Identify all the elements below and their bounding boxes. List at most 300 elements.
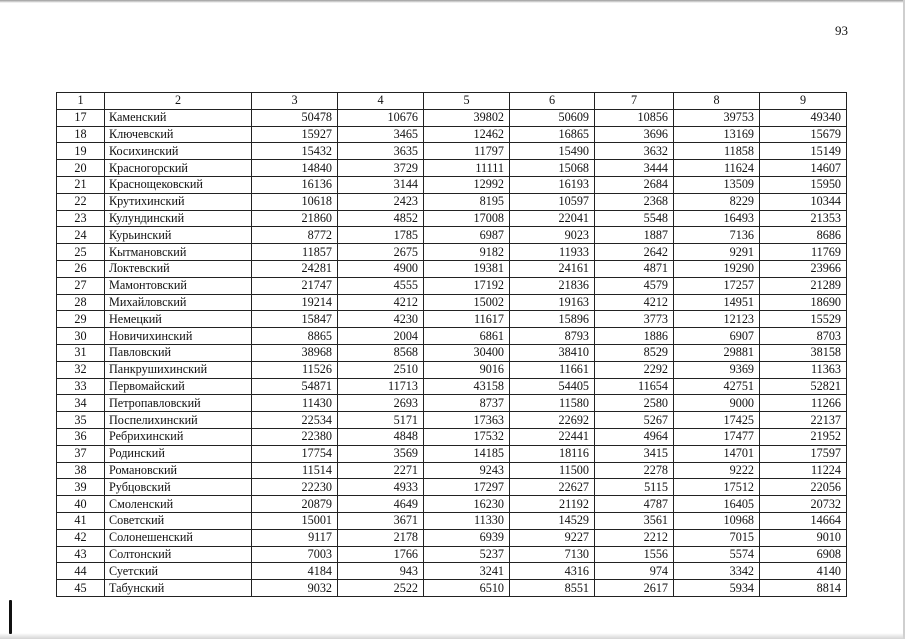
header-cell: 1 bbox=[57, 93, 105, 110]
table-row bbox=[57, 294, 847, 311]
value-cell: 9032 bbox=[252, 580, 338, 597]
value-cell: 15847 bbox=[252, 311, 338, 328]
table-row bbox=[57, 563, 847, 580]
district-name-cell: Павловский bbox=[105, 344, 252, 361]
district-name-cell: Петропавловский bbox=[105, 395, 252, 412]
value-cell: 11769 bbox=[760, 244, 847, 261]
row-number-cell: 42 bbox=[57, 529, 105, 546]
value-cell: 2675 bbox=[338, 244, 424, 261]
value-cell: 16493 bbox=[674, 210, 760, 227]
value-cell: 22534 bbox=[252, 412, 338, 429]
value-cell: 13509 bbox=[674, 176, 760, 193]
row-number-cell: 34 bbox=[57, 395, 105, 412]
row-number-cell: 36 bbox=[57, 428, 105, 445]
value-cell: 38410 bbox=[510, 344, 595, 361]
value-cell: 3635 bbox=[338, 143, 424, 160]
table-row bbox=[57, 160, 847, 177]
row-number-cell: 18 bbox=[57, 126, 105, 143]
value-cell: 17754 bbox=[252, 445, 338, 462]
value-cell: 21836 bbox=[510, 277, 595, 294]
value-cell: 10344 bbox=[760, 193, 847, 210]
value-cell: 9291 bbox=[674, 244, 760, 261]
value-cell: 3144 bbox=[338, 176, 424, 193]
value-cell: 12992 bbox=[424, 176, 510, 193]
value-cell: 4140 bbox=[760, 563, 847, 580]
value-cell: 49340 bbox=[760, 109, 847, 126]
value-cell: 5267 bbox=[595, 412, 674, 429]
value-cell: 6510 bbox=[424, 580, 510, 597]
value-cell: 10856 bbox=[595, 109, 674, 126]
value-cell: 15068 bbox=[510, 160, 595, 177]
value-cell: 24281 bbox=[252, 260, 338, 277]
value-cell: 9000 bbox=[674, 395, 760, 412]
value-cell: 11661 bbox=[510, 361, 595, 378]
row-number-cell: 24 bbox=[57, 227, 105, 244]
value-cell: 15679 bbox=[760, 126, 847, 143]
value-cell: 8865 bbox=[252, 328, 338, 345]
value-cell: 22230 bbox=[252, 479, 338, 496]
value-cell: 11797 bbox=[424, 143, 510, 160]
row-number-cell: 40 bbox=[57, 496, 105, 513]
value-cell: 42751 bbox=[674, 378, 760, 395]
row-number-cell: 20 bbox=[57, 160, 105, 177]
value-cell: 22692 bbox=[510, 412, 595, 429]
value-cell: 2278 bbox=[595, 462, 674, 479]
value-cell: 11857 bbox=[252, 244, 338, 261]
value-cell: 19381 bbox=[424, 260, 510, 277]
value-cell: 43158 bbox=[424, 378, 510, 395]
table-row bbox=[57, 328, 847, 345]
district-name-cell: Мамонтовский bbox=[105, 277, 252, 294]
value-cell: 9023 bbox=[510, 227, 595, 244]
value-cell: 16193 bbox=[510, 176, 595, 193]
district-name-cell: Солтонский bbox=[105, 546, 252, 563]
value-cell: 2693 bbox=[338, 395, 424, 412]
value-cell: 9222 bbox=[674, 462, 760, 479]
value-cell: 11111 bbox=[424, 160, 510, 177]
data-table bbox=[56, 92, 847, 597]
row-number-cell: 30 bbox=[57, 328, 105, 345]
value-cell: 1785 bbox=[338, 227, 424, 244]
value-cell: 7003 bbox=[252, 546, 338, 563]
value-cell: 17363 bbox=[424, 412, 510, 429]
value-cell: 6907 bbox=[674, 328, 760, 345]
row-number-cell: 29 bbox=[57, 311, 105, 328]
value-cell: 4316 bbox=[510, 563, 595, 580]
header-cell: 5 bbox=[424, 93, 510, 110]
table-header-row bbox=[57, 93, 847, 110]
value-cell: 50478 bbox=[252, 109, 338, 126]
value-cell: 3342 bbox=[674, 563, 760, 580]
value-cell: 11266 bbox=[760, 395, 847, 412]
table-row bbox=[57, 109, 847, 126]
value-cell: 3444 bbox=[595, 160, 674, 177]
value-cell: 14529 bbox=[510, 512, 595, 529]
value-cell: 21860 bbox=[252, 210, 338, 227]
value-cell: 10597 bbox=[510, 193, 595, 210]
district-name-cell: Романовский bbox=[105, 462, 252, 479]
value-cell: 17008 bbox=[424, 210, 510, 227]
row-number-cell: 19 bbox=[57, 143, 105, 160]
value-cell: 22441 bbox=[510, 428, 595, 445]
value-cell: 14951 bbox=[674, 294, 760, 311]
district-name-cell: Каменский bbox=[105, 109, 252, 126]
header-cell: 4 bbox=[338, 93, 424, 110]
value-cell: 15001 bbox=[252, 512, 338, 529]
value-cell: 38968 bbox=[252, 344, 338, 361]
district-name-cell: Первомайский bbox=[105, 378, 252, 395]
value-cell: 2368 bbox=[595, 193, 674, 210]
value-cell: 2292 bbox=[595, 361, 674, 378]
value-cell: 21289 bbox=[760, 277, 847, 294]
district-name-cell: Советский bbox=[105, 512, 252, 529]
value-cell: 11624 bbox=[674, 160, 760, 177]
value-cell: 30400 bbox=[424, 344, 510, 361]
value-cell: 1886 bbox=[595, 328, 674, 345]
row-number-cell: 45 bbox=[57, 580, 105, 597]
value-cell: 9010 bbox=[760, 529, 847, 546]
value-cell: 11500 bbox=[510, 462, 595, 479]
table-row bbox=[57, 143, 847, 160]
row-number-cell: 35 bbox=[57, 412, 105, 429]
district-name-cell: Кулундинский bbox=[105, 210, 252, 227]
value-cell: 4212 bbox=[338, 294, 424, 311]
value-cell: 16136 bbox=[252, 176, 338, 193]
value-cell: 4900 bbox=[338, 260, 424, 277]
value-cell: 5548 bbox=[595, 210, 674, 227]
value-cell: 14664 bbox=[760, 512, 847, 529]
value-cell: 54871 bbox=[252, 378, 338, 395]
value-cell: 3729 bbox=[338, 160, 424, 177]
value-cell: 4230 bbox=[338, 311, 424, 328]
table-row bbox=[57, 428, 847, 445]
value-cell: 24161 bbox=[510, 260, 595, 277]
value-cell: 2510 bbox=[338, 361, 424, 378]
value-cell: 15896 bbox=[510, 311, 595, 328]
value-cell: 7136 bbox=[674, 227, 760, 244]
header-cell: 8 bbox=[674, 93, 760, 110]
value-cell: 16230 bbox=[424, 496, 510, 513]
table-row bbox=[57, 529, 847, 546]
district-name-cell: Смоленский bbox=[105, 496, 252, 513]
table-row bbox=[57, 479, 847, 496]
value-cell: 5171 bbox=[338, 412, 424, 429]
value-cell: 52821 bbox=[760, 378, 847, 395]
table-row bbox=[57, 412, 847, 429]
value-cell: 3415 bbox=[595, 445, 674, 462]
district-name-cell: Рубцовский bbox=[105, 479, 252, 496]
row-number-cell: 39 bbox=[57, 479, 105, 496]
value-cell: 5237 bbox=[424, 546, 510, 563]
value-cell: 11430 bbox=[252, 395, 338, 412]
value-cell: 22041 bbox=[510, 210, 595, 227]
table-row bbox=[57, 378, 847, 395]
value-cell: 5934 bbox=[674, 580, 760, 597]
row-number-cell: 17 bbox=[57, 109, 105, 126]
district-name-cell: Косихинский bbox=[105, 143, 252, 160]
district-name-cell: Красногорский bbox=[105, 160, 252, 177]
district-name-cell: Суетский bbox=[105, 563, 252, 580]
value-cell: 14607 bbox=[760, 160, 847, 177]
value-cell: 9016 bbox=[424, 361, 510, 378]
table-row bbox=[57, 210, 847, 227]
value-cell: 8737 bbox=[424, 395, 510, 412]
district-name-cell: Крутихинский bbox=[105, 193, 252, 210]
value-cell: 11526 bbox=[252, 361, 338, 378]
row-number-cell: 31 bbox=[57, 344, 105, 361]
value-cell: 4871 bbox=[595, 260, 674, 277]
value-cell: 10968 bbox=[674, 512, 760, 529]
value-cell: 17532 bbox=[424, 428, 510, 445]
value-cell: 20732 bbox=[760, 496, 847, 513]
value-cell: 4933 bbox=[338, 479, 424, 496]
value-cell: 8814 bbox=[760, 580, 847, 597]
value-cell: 17257 bbox=[674, 277, 760, 294]
value-cell: 54405 bbox=[510, 378, 595, 395]
value-cell: 22056 bbox=[760, 479, 847, 496]
row-number-cell: 44 bbox=[57, 563, 105, 580]
value-cell: 17597 bbox=[760, 445, 847, 462]
table-row bbox=[57, 176, 847, 193]
margin-mark bbox=[9, 600, 12, 634]
value-cell: 4184 bbox=[252, 563, 338, 580]
value-cell: 5574 bbox=[674, 546, 760, 563]
table-row bbox=[57, 445, 847, 462]
value-cell: 22627 bbox=[510, 479, 595, 496]
header-cell: 6 bbox=[510, 93, 595, 110]
value-cell: 11617 bbox=[424, 311, 510, 328]
value-cell: 23966 bbox=[760, 260, 847, 277]
value-cell: 11858 bbox=[674, 143, 760, 160]
value-cell: 11933 bbox=[510, 244, 595, 261]
table-row bbox=[57, 462, 847, 479]
value-cell: 8793 bbox=[510, 328, 595, 345]
value-cell: 18690 bbox=[760, 294, 847, 311]
value-cell: 4579 bbox=[595, 277, 674, 294]
value-cell: 14185 bbox=[424, 445, 510, 462]
value-cell: 2271 bbox=[338, 462, 424, 479]
value-cell: 38158 bbox=[760, 344, 847, 361]
row-number-cell: 26 bbox=[57, 260, 105, 277]
value-cell: 9243 bbox=[424, 462, 510, 479]
district-name-cell: Немецкий bbox=[105, 311, 252, 328]
value-cell: 16405 bbox=[674, 496, 760, 513]
page-number: 93 bbox=[835, 23, 848, 38]
value-cell: 4848 bbox=[338, 428, 424, 445]
table-row bbox=[57, 260, 847, 277]
district-name-cell: Панкрушихинский bbox=[105, 361, 252, 378]
value-cell: 7015 bbox=[674, 529, 760, 546]
row-number-cell: 33 bbox=[57, 378, 105, 395]
value-cell: 17425 bbox=[674, 412, 760, 429]
value-cell: 16865 bbox=[510, 126, 595, 143]
value-cell: 3632 bbox=[595, 143, 674, 160]
table-row bbox=[57, 126, 847, 143]
row-number-cell: 22 bbox=[57, 193, 105, 210]
value-cell: 17512 bbox=[674, 479, 760, 496]
value-cell: 7130 bbox=[510, 546, 595, 563]
district-name-cell: Кытмановский bbox=[105, 244, 252, 261]
district-name-cell: Краснощековский bbox=[105, 176, 252, 193]
value-cell: 3671 bbox=[338, 512, 424, 529]
row-number-cell: 23 bbox=[57, 210, 105, 227]
value-cell: 15149 bbox=[760, 143, 847, 160]
table-row bbox=[57, 193, 847, 210]
value-cell: 11363 bbox=[760, 361, 847, 378]
header-cell: 9 bbox=[760, 93, 847, 110]
row-number-cell: 27 bbox=[57, 277, 105, 294]
value-cell: 8195 bbox=[424, 193, 510, 210]
value-cell: 2004 bbox=[338, 328, 424, 345]
value-cell: 6908 bbox=[760, 546, 847, 563]
value-cell: 9369 bbox=[674, 361, 760, 378]
value-cell: 1556 bbox=[595, 546, 674, 563]
row-number-cell: 32 bbox=[57, 361, 105, 378]
table-row bbox=[57, 546, 847, 563]
value-cell: 22380 bbox=[252, 428, 338, 445]
value-cell: 4787 bbox=[595, 496, 674, 513]
district-name-cell: Ключевский bbox=[105, 126, 252, 143]
value-cell: 15927 bbox=[252, 126, 338, 143]
value-cell: 11713 bbox=[338, 378, 424, 395]
value-cell: 8772 bbox=[252, 227, 338, 244]
district-name-cell: Локтевский bbox=[105, 260, 252, 277]
value-cell: 1766 bbox=[338, 546, 424, 563]
value-cell: 13169 bbox=[674, 126, 760, 143]
value-cell: 11654 bbox=[595, 378, 674, 395]
value-cell: 12462 bbox=[424, 126, 510, 143]
table-row bbox=[57, 496, 847, 513]
value-cell: 2684 bbox=[595, 176, 674, 193]
header-cell: 3 bbox=[252, 93, 338, 110]
row-number-cell: 38 bbox=[57, 462, 105, 479]
value-cell: 9182 bbox=[424, 244, 510, 261]
value-cell: 15002 bbox=[424, 294, 510, 311]
district-name-cell: Табунский bbox=[105, 580, 252, 597]
value-cell: 3465 bbox=[338, 126, 424, 143]
value-cell: 8551 bbox=[510, 580, 595, 597]
value-cell: 21952 bbox=[760, 428, 847, 445]
value-cell: 11224 bbox=[760, 462, 847, 479]
value-cell: 4212 bbox=[595, 294, 674, 311]
header-cell: 2 bbox=[105, 93, 252, 110]
value-cell: 5115 bbox=[595, 479, 674, 496]
value-cell: 974 bbox=[595, 563, 674, 580]
value-cell: 8229 bbox=[674, 193, 760, 210]
value-cell: 21192 bbox=[510, 496, 595, 513]
row-number-cell: 21 bbox=[57, 176, 105, 193]
value-cell: 8703 bbox=[760, 328, 847, 345]
value-cell: 17297 bbox=[424, 479, 510, 496]
table-row bbox=[57, 277, 847, 294]
value-cell: 3569 bbox=[338, 445, 424, 462]
row-number-cell: 41 bbox=[57, 512, 105, 529]
value-cell: 19290 bbox=[674, 260, 760, 277]
table-row bbox=[57, 512, 847, 529]
row-number-cell: 28 bbox=[57, 294, 105, 311]
value-cell: 20879 bbox=[252, 496, 338, 513]
value-cell: 2642 bbox=[595, 244, 674, 261]
value-cell: 8529 bbox=[595, 344, 674, 361]
value-cell: 1887 bbox=[595, 227, 674, 244]
value-cell: 2580 bbox=[595, 395, 674, 412]
district-name-cell: Новичихинский bbox=[105, 328, 252, 345]
district-name-cell: Ребрихинский bbox=[105, 428, 252, 445]
district-name-cell: Поспелихинский bbox=[105, 412, 252, 429]
header-cell: 7 bbox=[595, 93, 674, 110]
row-number-cell: 43 bbox=[57, 546, 105, 563]
value-cell: 6987 bbox=[424, 227, 510, 244]
table-row bbox=[57, 311, 847, 328]
table-row bbox=[57, 395, 847, 412]
value-cell: 2178 bbox=[338, 529, 424, 546]
value-cell: 29881 bbox=[674, 344, 760, 361]
value-cell: 4555 bbox=[338, 277, 424, 294]
value-cell: 15950 bbox=[760, 176, 847, 193]
value-cell: 4649 bbox=[338, 496, 424, 513]
district-name-cell: Курьинский bbox=[105, 227, 252, 244]
value-cell: 943 bbox=[338, 563, 424, 580]
value-cell: 39753 bbox=[674, 109, 760, 126]
value-cell: 2617 bbox=[595, 580, 674, 597]
row-number-cell: 25 bbox=[57, 244, 105, 261]
scan-edge-bottom bbox=[0, 633, 905, 639]
value-cell: 22137 bbox=[760, 412, 847, 429]
value-cell: 6939 bbox=[424, 529, 510, 546]
value-cell: 14701 bbox=[674, 445, 760, 462]
value-cell: 18116 bbox=[510, 445, 595, 462]
district-name-cell: Родинский bbox=[105, 445, 252, 462]
table-row bbox=[57, 227, 847, 244]
value-cell: 15490 bbox=[510, 143, 595, 160]
value-cell: 21747 bbox=[252, 277, 338, 294]
value-cell: 3561 bbox=[595, 512, 674, 529]
value-cell: 2212 bbox=[595, 529, 674, 546]
district-name-cell: Михайловский bbox=[105, 294, 252, 311]
table-row bbox=[57, 244, 847, 261]
value-cell: 14840 bbox=[252, 160, 338, 177]
value-cell: 8568 bbox=[338, 344, 424, 361]
table-row bbox=[57, 361, 847, 378]
value-cell: 3773 bbox=[595, 311, 674, 328]
value-cell: 6861 bbox=[424, 328, 510, 345]
value-cell: 11330 bbox=[424, 512, 510, 529]
value-cell: 2522 bbox=[338, 580, 424, 597]
table-row bbox=[57, 580, 847, 597]
table-row bbox=[57, 344, 847, 361]
value-cell: 11514 bbox=[252, 462, 338, 479]
value-cell: 17192 bbox=[424, 277, 510, 294]
value-cell: 12123 bbox=[674, 311, 760, 328]
value-cell: 3696 bbox=[595, 126, 674, 143]
value-cell: 11580 bbox=[510, 395, 595, 412]
value-cell: 3241 bbox=[424, 563, 510, 580]
value-cell: 15432 bbox=[252, 143, 338, 160]
value-cell: 39802 bbox=[424, 109, 510, 126]
value-cell: 9117 bbox=[252, 529, 338, 546]
value-cell: 2423 bbox=[338, 193, 424, 210]
value-cell: 9227 bbox=[510, 529, 595, 546]
row-number-cell: 37 bbox=[57, 445, 105, 462]
value-cell: 50609 bbox=[510, 109, 595, 126]
scan-edge-top bbox=[0, 0, 905, 3]
value-cell: 19163 bbox=[510, 294, 595, 311]
value-cell: 8686 bbox=[760, 227, 847, 244]
value-cell: 4852 bbox=[338, 210, 424, 227]
value-cell: 10676 bbox=[338, 109, 424, 126]
table-body bbox=[57, 93, 847, 597]
value-cell: 21353 bbox=[760, 210, 847, 227]
